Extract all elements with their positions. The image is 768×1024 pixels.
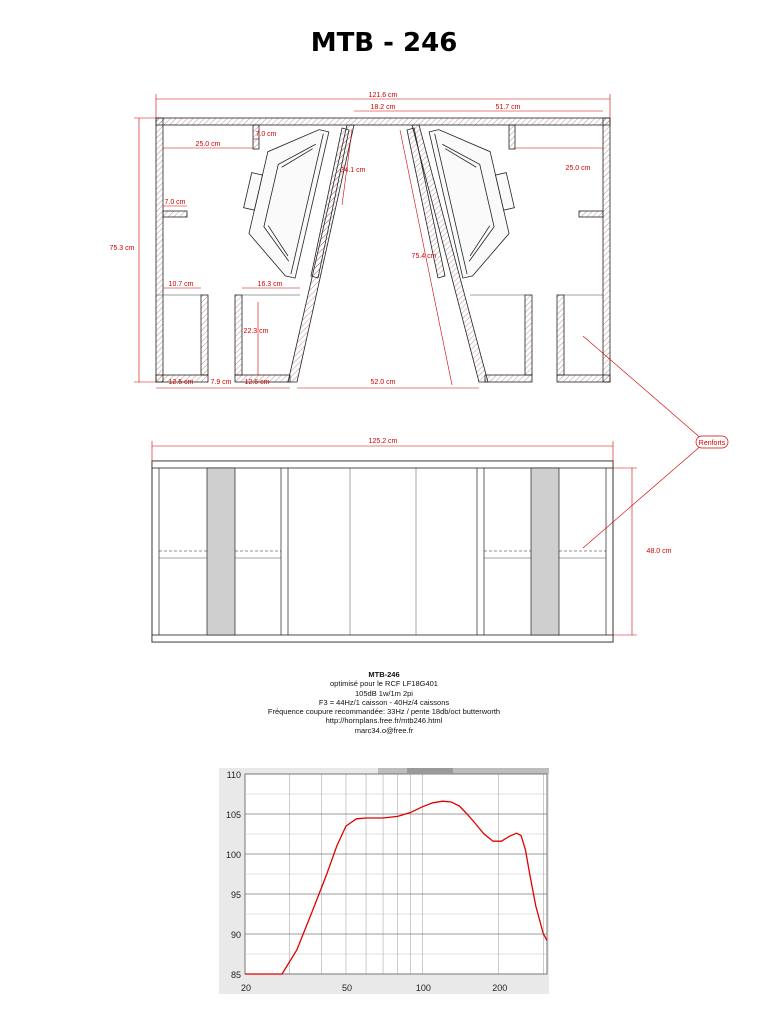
frequency-response-chart (219, 768, 549, 994)
x-tick-label: 200 (492, 983, 508, 993)
y-tick-label: 105 (225, 810, 241, 820)
dim-bottom-a: 12.5 cm (168, 379, 194, 386)
right-inner-wall (525, 295, 532, 375)
dim-inner-chamber: 16.3 cm (257, 281, 283, 288)
dim-height: 75.3 cm (109, 245, 135, 252)
dim-left-baffle: 7.0 cm (255, 131, 277, 138)
notes-line: 105dB 1w/1m 2pi (355, 688, 413, 698)
notes-line: F3 = 44Hz/1 caisson - 40Hz/4 caissons (318, 697, 450, 707)
left-chamber-wall (201, 295, 208, 375)
dim-throat-width: 18.2 cm (370, 104, 396, 111)
right-chamber-wall (557, 295, 564, 375)
front-view (152, 461, 613, 642)
notes-title: MTB-246 (368, 670, 400, 679)
inner-chamber-wall (235, 295, 242, 375)
driver-left (231, 117, 329, 278)
driver-baffle-right-front (531, 468, 559, 635)
dim-right-span: 51.7 cm (495, 104, 521, 111)
right-wall (603, 118, 610, 382)
dim-left-chamber: 10.7 cm (168, 281, 194, 288)
notes-line: marc34.o@free.fr (354, 725, 414, 735)
dim-baffle-diag-right: 75.4 cm (411, 253, 437, 260)
notes-line: http://hornplans.free.fr/mtb246.html (325, 716, 443, 726)
dim-front-depth: 48.0 cm (646, 548, 672, 555)
y-tick-label: 95 (230, 890, 241, 900)
page-title: MTB - 246 (310, 28, 458, 58)
front-top-panel (152, 461, 613, 468)
dim-right-top: 25.0 cm (565, 165, 591, 172)
y-tick-label: 100 (225, 850, 241, 860)
driver-baffle-left-front (207, 468, 235, 635)
right-top-baffle (509, 125, 515, 149)
left-wall (156, 118, 163, 382)
left-shelf (163, 211, 187, 217)
front-bottom-panel (152, 635, 613, 642)
dim-bottom-b: 7.9 cm (210, 379, 232, 386)
notes-line: Fréquence coupure recommandée: 33Hz / pente 18db/oct butterworth (267, 707, 501, 717)
bottom-right-inner (485, 375, 532, 382)
dim-bottom-c: 12.6 cm (244, 379, 270, 386)
chart-header-tab (407, 768, 453, 773)
plan-view (156, 118, 610, 382)
renforts-callout-label: Renforts (698, 440, 726, 447)
y-tick-label: 85 (230, 970, 241, 980)
y-tick-label: 110 (226, 770, 241, 780)
y-tick-label: 90 (230, 930, 241, 940)
x-tick-label: 50 (341, 983, 352, 993)
spec-notes (0, 670, 768, 735)
bottom-right (557, 375, 610, 382)
dim-left-shelf: 7.0 cm (164, 199, 186, 206)
notes-line: optimisé pour le RCF LF18G401 (330, 679, 438, 689)
dim-front-width: 125.2 cm (368, 438, 398, 445)
dim-left-top: 25.0 cm (195, 141, 221, 148)
dim-inner-height: 22.3 cm (243, 328, 269, 335)
dim-overall-width: 121.6 cm (368, 92, 398, 99)
x-tick-label: 20 (240, 983, 252, 993)
chart-header-bar (378, 768, 549, 774)
x-tick-label: 100 (415, 983, 431, 993)
right-shelf (579, 211, 603, 217)
dim-baffle-diag-left: 34.1 cm (340, 167, 366, 174)
top-panel (156, 118, 610, 125)
dim-mouth: 52.0 cm (370, 379, 396, 386)
